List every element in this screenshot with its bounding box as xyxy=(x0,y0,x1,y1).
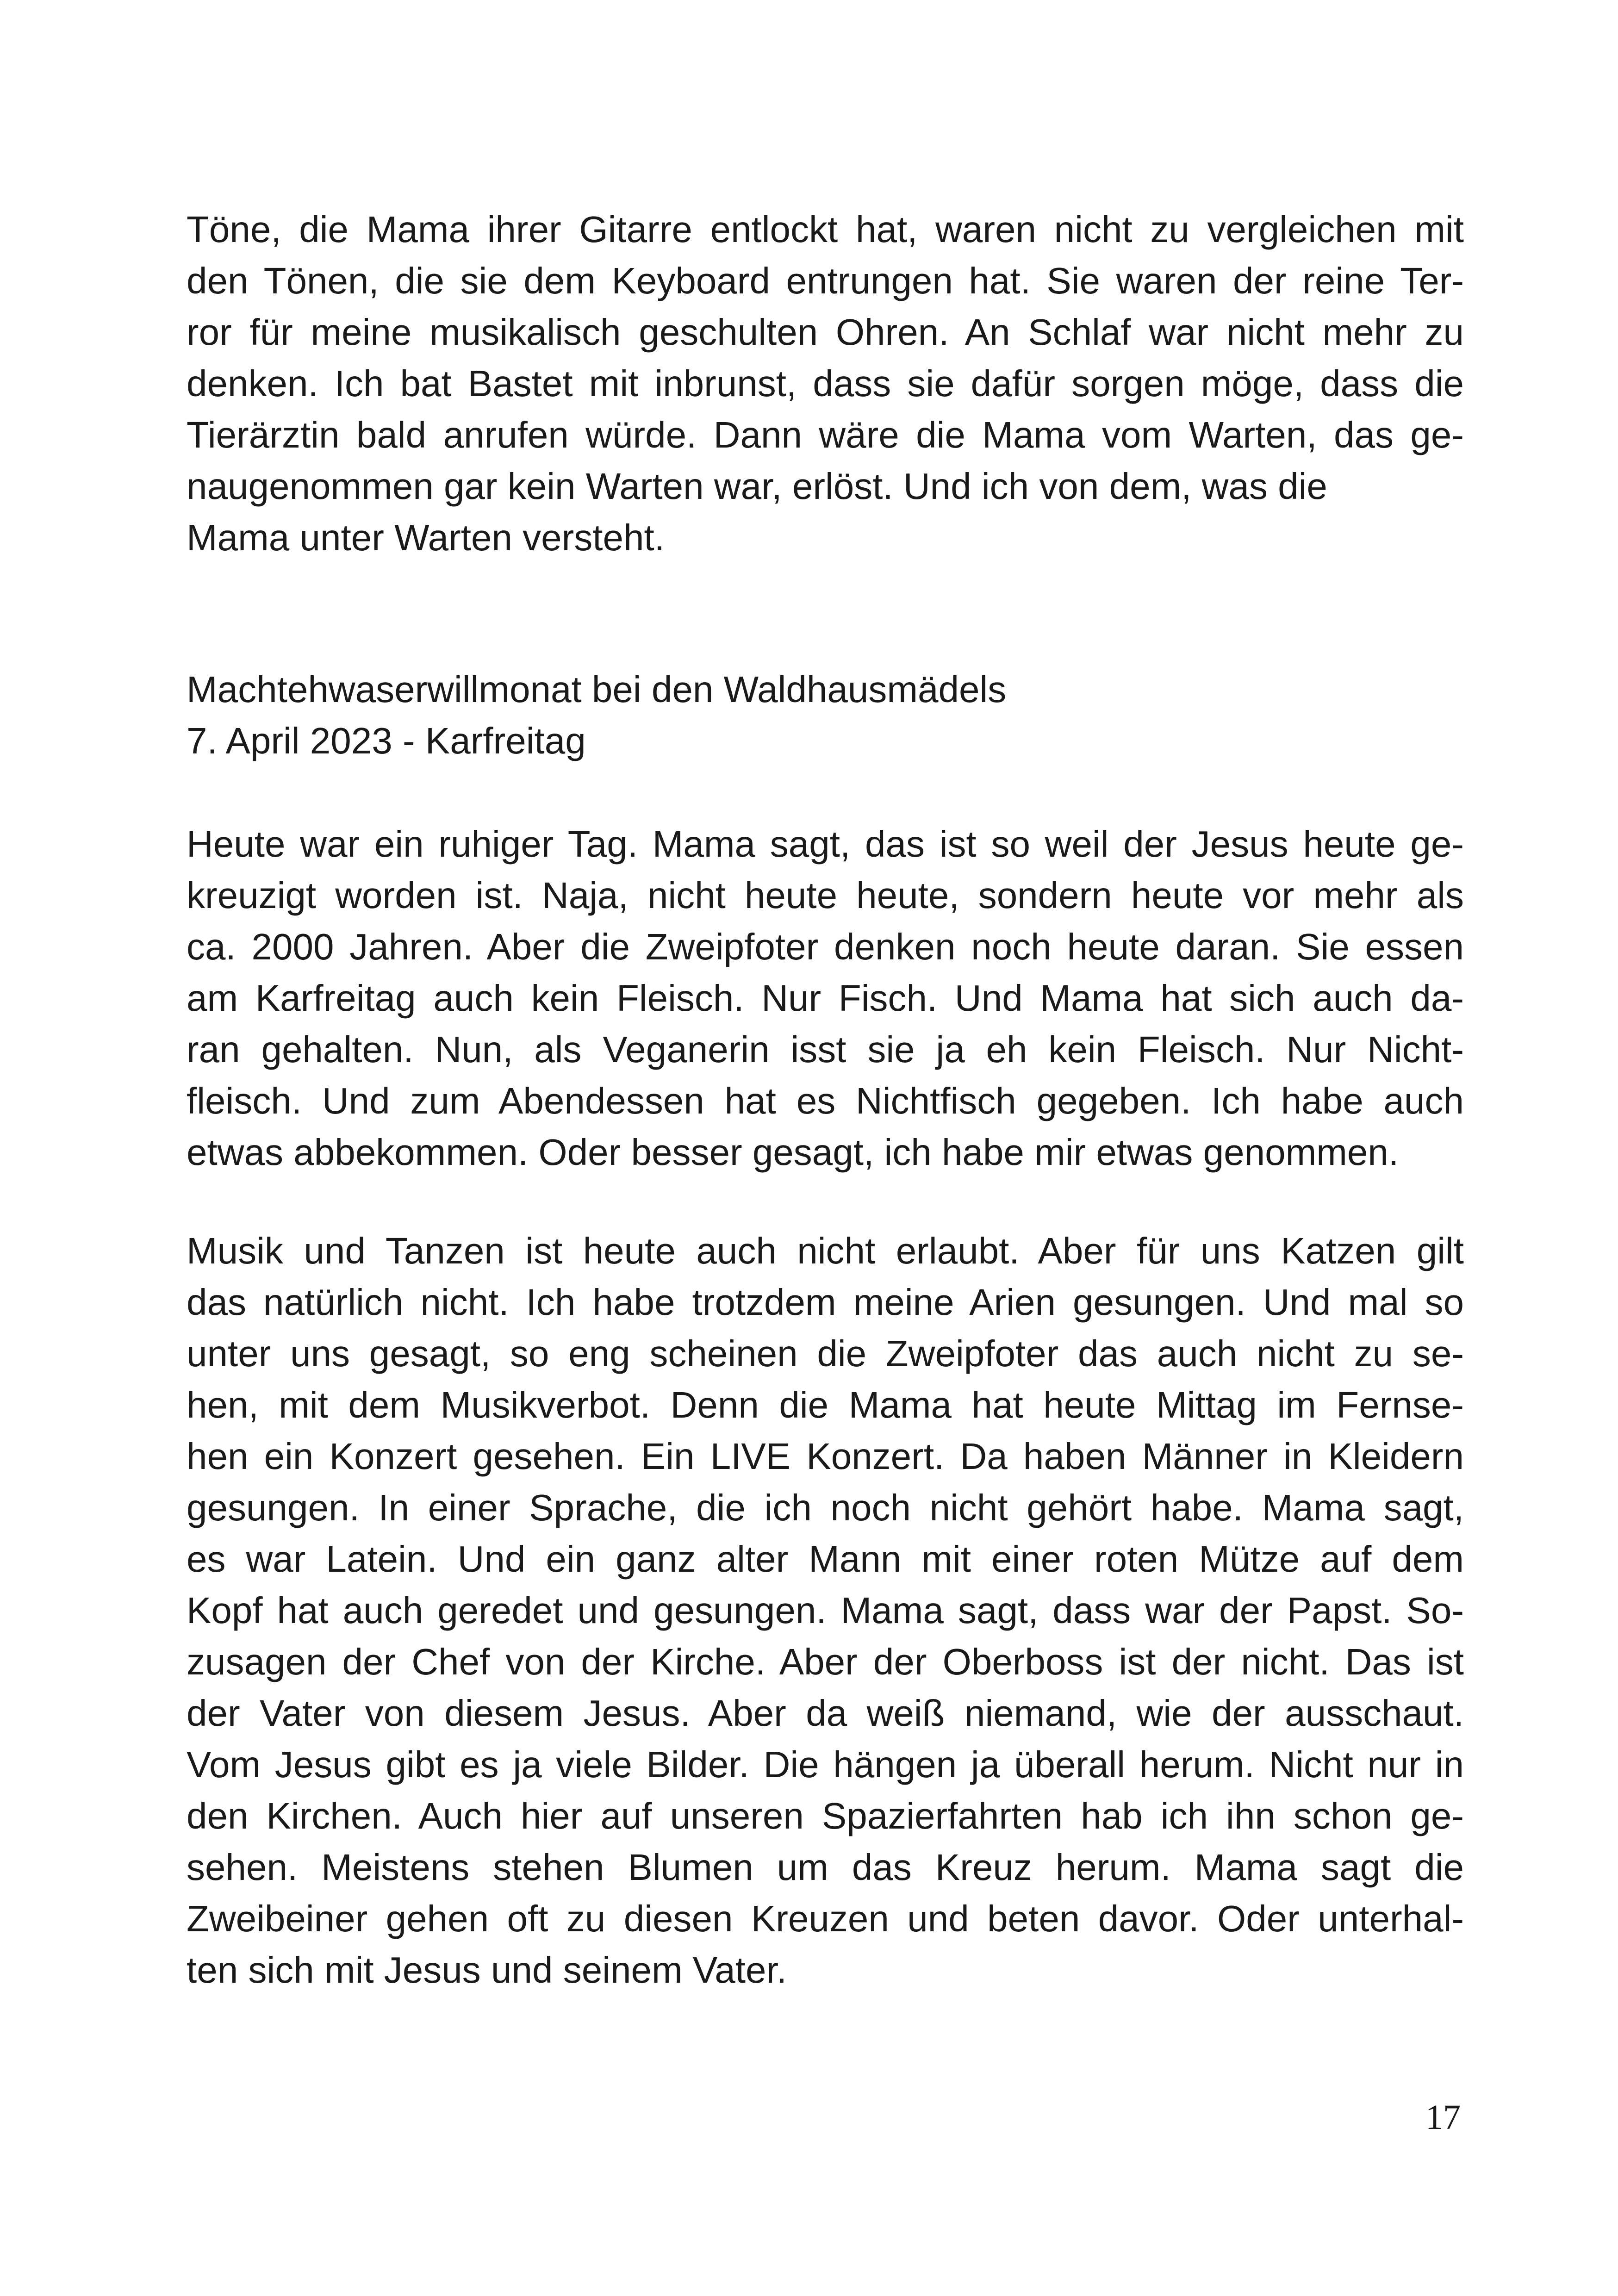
page-number: 17 xyxy=(1425,2098,1461,2137)
entry-heading xyxy=(187,664,1464,766)
text-line: Töne, die Mama ihrer Gitarre entlockt hat, waren nicht zu vergleichen mit xyxy=(187,209,1464,250)
text-line: zusagen der Chef von der Kirche. Aber der Oberboss ist der nicht. Das ist xyxy=(187,1641,1464,1682)
text-line: etwas abbekommen. Oder besser gesagt, ich habe mir etwas genommen. xyxy=(187,1132,1399,1173)
text-line: am Karfreitag auch kein Fleisch. Nur Fisch. Und Mama hat sich auch da- xyxy=(187,977,1464,1019)
text-line: ran gehalten. Nun, als Veganerin isst sie ja eh kein Fleisch. Nur Nicht- xyxy=(187,1029,1464,1070)
text-line: fleisch. Und zum Abendessen hat es Nichtfisch gegeben. Ich habe auch xyxy=(187,1080,1464,1121)
text-line: hen, mit dem Musikverbot. Denn die Mama hat heute Mittag im Fernse- xyxy=(187,1384,1464,1425)
entry-title: Machtehwaserwillmonat bei den Waldhausmädels xyxy=(187,669,1007,710)
paragraph-continuation xyxy=(187,204,1464,563)
text-line: ca. 2000 Jahren. Aber die Zweipfoter denken noch heute daran. Sie essen xyxy=(187,926,1464,967)
text-line: ror für meine musikalisch geschulten Ohren. An Schlaf war nicht mehr zu xyxy=(187,311,1464,353)
text-line: Tierärztin bald anrufen würde. Dann wäre die Mama vom Warten, das ge- xyxy=(187,414,1464,455)
text-line: denken. Ich bat Bastet mit inbrunst, dass sie dafür sorgen möge, dass die xyxy=(187,363,1464,404)
text-line: der Vater von diesem Jesus. Aber da weiß niemand, wie der ausschaut. xyxy=(187,1692,1464,1734)
paragraph-music xyxy=(187,1225,1464,1996)
text-line: Heute war ein ruhiger Tag. Mama sagt, das ist so weil der Jesus heute ge- xyxy=(187,823,1464,865)
text-line: unter uns gesagt, so eng scheinen die Zweipfoter das auch nicht zu se- xyxy=(187,1333,1464,1374)
text-line: Musik und Tanzen ist heute auch nicht erlaubt. Aber für uns Katzen gilt xyxy=(187,1230,1464,1271)
text-line: Mama unter Warten versteht. xyxy=(187,517,665,558)
text-line: Kopf hat auch geredet und gesungen. Mama sagt, dass war der Papst. So- xyxy=(187,1590,1464,1631)
text-line: kreuzigt worden ist. Naja, nicht heute heute, sondern heute vor mehr als xyxy=(187,875,1464,916)
text-line: ten sich mit Jesus und seinem Vater. xyxy=(187,1949,787,1991)
text-line: naugenommen gar kein Warten war, erlöst. Und ich von dem, was die xyxy=(187,466,1327,507)
text-line: sehen. Meistens stehen Blumen um das Kreuz herum. Mama sagt die xyxy=(187,1847,1464,1888)
text-line: den Kirchen. Auch hier auf unseren Spazierfahrten hab ich ihn schon ge- xyxy=(187,1795,1464,1836)
text-line: das natürlich nicht. Ich habe trotzdem meine Arien gesungen. Und mal so xyxy=(187,1282,1464,1323)
text-line: Vom Jesus gibt es ja viele Bilder. Die hängen ja überall herum. Nicht nur in xyxy=(187,1744,1464,1785)
entry-date: 7. April 2023 - Karfreitag xyxy=(187,720,586,761)
text-line: hen ein Konzert gesehen. Ein LIVE Konzert. Da haben Männer in Kleidern xyxy=(187,1436,1464,1477)
text-line: den Tönen, die sie dem Keyboard entrungen hat. Sie waren der reine Ter- xyxy=(187,260,1464,301)
text-line: es war Latein. Und ein ganz alter Mann mit einer roten Mütze auf dem xyxy=(187,1538,1464,1580)
text-line: Zweibeiner gehen oft zu diesen Kreuzen und beten davor. Oder unterhal- xyxy=(187,1898,1464,1939)
paragraph-good-friday xyxy=(187,818,1464,1178)
text-line: gesungen. In einer Sprache, die ich noch nicht gehört habe. Mama sagt, xyxy=(187,1487,1464,1528)
